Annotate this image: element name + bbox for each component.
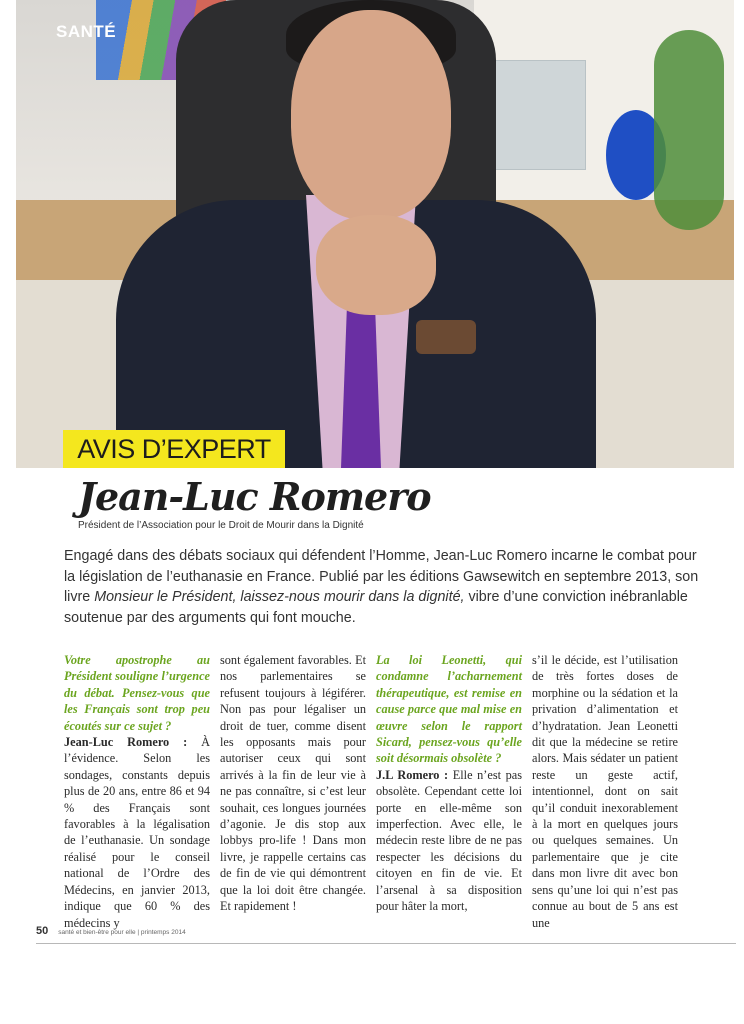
footer-divider [36, 943, 736, 944]
speaker-name: Jean-Luc Romero : [64, 735, 188, 750]
author-role: Président de l’Association pour le Droit de Mourir dans la Dignité [78, 520, 364, 531]
answer-text: sont également favorables. Et nos parlementaires se refusent toujours à légiférer. Non pas pour légaliser un droit de tuer, comme disent les opposants mais pour autoriser ceux qui sont arrivés à la fin de leur vie à ne pas connaître, si c’est leur souhait, ces longues journées d’agonie. Je dis stop aux lobbys pro-life ! Dans mon livre, je rappelle certains cas de fin de vie qui démontrent que la loi doit être changée. Et rapidement ! [220, 653, 366, 914]
speaker-name: J.L Romero : [376, 767, 449, 782]
magazine-name: santé et bien-être pour elle | printemps 2014 [58, 929, 186, 936]
page-footer [36, 925, 186, 937]
column-1 [64, 652, 210, 931]
column-4 [532, 652, 678, 931]
book-title: Monsieur le Président, laissez-nous mourir dans la dignité, [94, 589, 465, 605]
page-number: 50 [36, 925, 49, 937]
column-3 [376, 652, 522, 931]
article-body [64, 652, 678, 930]
question-1: Votre apostrophe au Président souligne l’urgence du débat. Pensez-vous que les Français sont trop peu écoutés sur ce sujet ? [64, 653, 210, 733]
section-label: SANTÉ [56, 22, 117, 41]
article-title: Jean-Luc Romero [78, 474, 431, 519]
portrait-photo [16, 0, 734, 468]
question-2: La loi Leonetti, qui condamne l’acharnement thérapeutique, est remise en cause parce que mal mise en œuvre selon le rapport Sicard, pensez-vous qu’elle soit désormais obsolète ? [376, 653, 522, 766]
expert-badge: AVIS D’EXPERT [63, 430, 285, 468]
answer-text: Elle n’est pas obsolète. Cependant cette loi porte en elle-même son imperfection. Avec elle, le médecin reste libre de ne pas respecter les décisions du citoyen en fin de vie. Et l’arsenal à sa disposition pour hâter la mort, [376, 767, 522, 914]
answer-text: À l’évidence. Selon les sondages, constants depuis plus de 20 ans, entre 86 et 94 % des Français sont favorables à la légalisation de l’euthanasie. Un sondage réalisé pour le conseil national de l’Ordre des Médecins, en janvier 2013, indique que 60 % des médecins y [64, 735, 210, 930]
answer-text: s’il le décide, est l’utilisation de très fortes doses de morphine ou la sédation et la privation d’alimentation et d’hydratation. Jean Leonetti dit que la médecine se retire alors. Mais sédater un patient reste un geste actif, intentionnel, dont on sait qu’il conduit inexorablement à la mort en quelques jours ou quelques semaines. Un parlementaire que je cite dans mon livre dit avec bon sens qu’une loi qui n’est pas connue au bout de 5 ans est une [532, 653, 678, 930]
intro-paragraph: Engagé dans des débats sociaux qui défendent l’Homme, Jean-Luc Romero incarne le combat pour la législation de l’euthanasie en France. Publié par les éditions Gawsewitch en septembre 2013, son livre Monsieur le Président, laissez-nous mourir dans la dignité, vibre d’une conviction inébranlable soutenue par des arguments qui font mouche. [64, 548, 699, 626]
column-2 [220, 652, 366, 931]
